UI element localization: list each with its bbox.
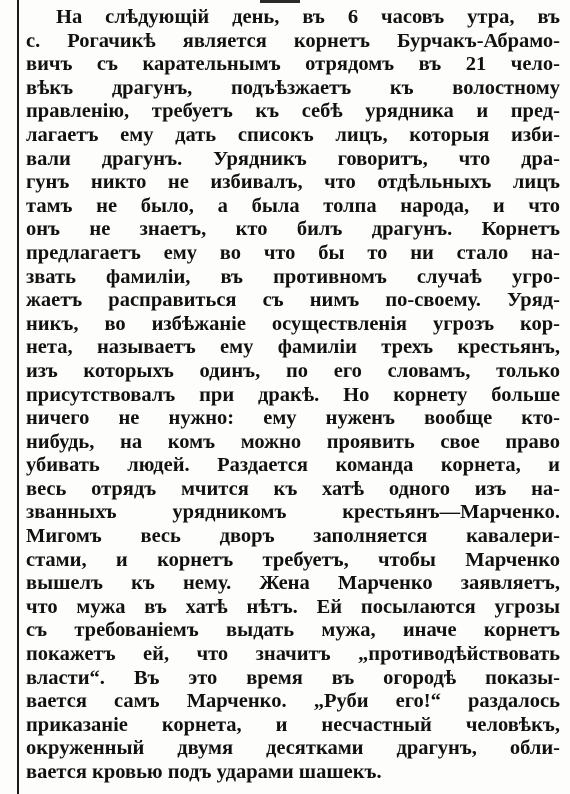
- text-line: убивать людей. Раздается команда корнета, и: [26, 454, 560, 477]
- text-line: онъ не знаетъ, кто билъ драгунъ. Корнетъ: [26, 218, 560, 241]
- text-line: весь отрядъ мчится къ хатѣ одного изъ на-: [26, 477, 560, 500]
- text-line: стами, и корнетъ требуетъ, чтобы Марченко: [26, 548, 560, 571]
- text-line: предлагаетъ ему во что бы то ни стало на-: [26, 241, 560, 264]
- text-line: правленію, требуетъ къ себѣ урядника и пред-: [26, 100, 560, 123]
- text-line: вали драгунъ. Урядникъ говоритъ, что дра-: [26, 147, 560, 170]
- text-line: окруженный двумя десятками драгунъ, обли-: [26, 737, 560, 760]
- text-line: звать фамиліи, въ противномъ случаѣ угро-: [26, 265, 560, 288]
- text-line: тамъ не было, а была толпа народа, и что: [26, 194, 560, 217]
- text-line: вѣкъ драгунъ, подъѣзжаетъ къ волостному: [26, 76, 560, 99]
- text-line: власти“. Въ это время въ огородѣ показы-: [26, 666, 560, 689]
- text-line: что мужа въ хатѣ нѣтъ. Ей посылаются угрозы: [26, 595, 560, 618]
- text-line: съ требованіемъ выдать мужа, иначе корнетъ: [26, 619, 560, 642]
- text-line: нибудь, на комъ можно проявить свое право: [26, 430, 560, 453]
- text-line: вается самъ Марченко. „Руби его!“ раздалось: [26, 690, 560, 713]
- text-line: званныхъ урядникомъ крестьянъ—Марченко.: [26, 501, 560, 524]
- text-line: вышелъ къ нему. Жена Марченко заявляетъ,: [26, 572, 560, 595]
- text-line: нета, называетъ ему фамиліи трехъ крестьянъ,: [26, 336, 560, 359]
- text-line: ничего не нужно: ему нуженъ вообще кто-: [26, 407, 560, 430]
- text-line: вается кровью подъ ударами шашекъ.: [26, 761, 382, 783]
- text-line: лагаетъ ему дать списокъ лицъ, которыя изби-: [26, 123, 560, 146]
- text-line: На слѣдующій день, въ 6 часовъ утра, въ: [56, 6, 560, 28]
- text-line: изъ которыхъ одинъ, по его словамъ, только: [26, 359, 560, 382]
- text-line: присутствовалъ при дракѣ. Но корнету больше: [26, 383, 560, 406]
- article-text: [26, 6, 560, 785]
- text-line: жаетъ расправиться съ нимъ по-своему. Уряд-: [26, 289, 560, 312]
- top-print-mark: [260, 0, 300, 3]
- text-line: Мигомъ весь дворъ заполняется кавалери-: [26, 525, 560, 548]
- column-rule: [17, 0, 19, 794]
- text-line: приказаніе корнета, и несчастный человѣкъ,: [26, 713, 560, 736]
- text-line: никъ, во избѣжаніе осуществленія угрозъ кор-: [26, 312, 560, 335]
- text-line: с. Рогачикѣ является корнетъ Бурчакъ-Абрамо-: [26, 29, 560, 52]
- text-line: гунъ никто не избивалъ, что отдѣльныхъ лицъ: [26, 171, 560, 194]
- text-line: вичъ съ карательнымъ отрядомъ въ 21 чело-: [26, 53, 560, 76]
- text-line: покажетъ ей, что значитъ „противодѣйствовать: [26, 643, 560, 666]
